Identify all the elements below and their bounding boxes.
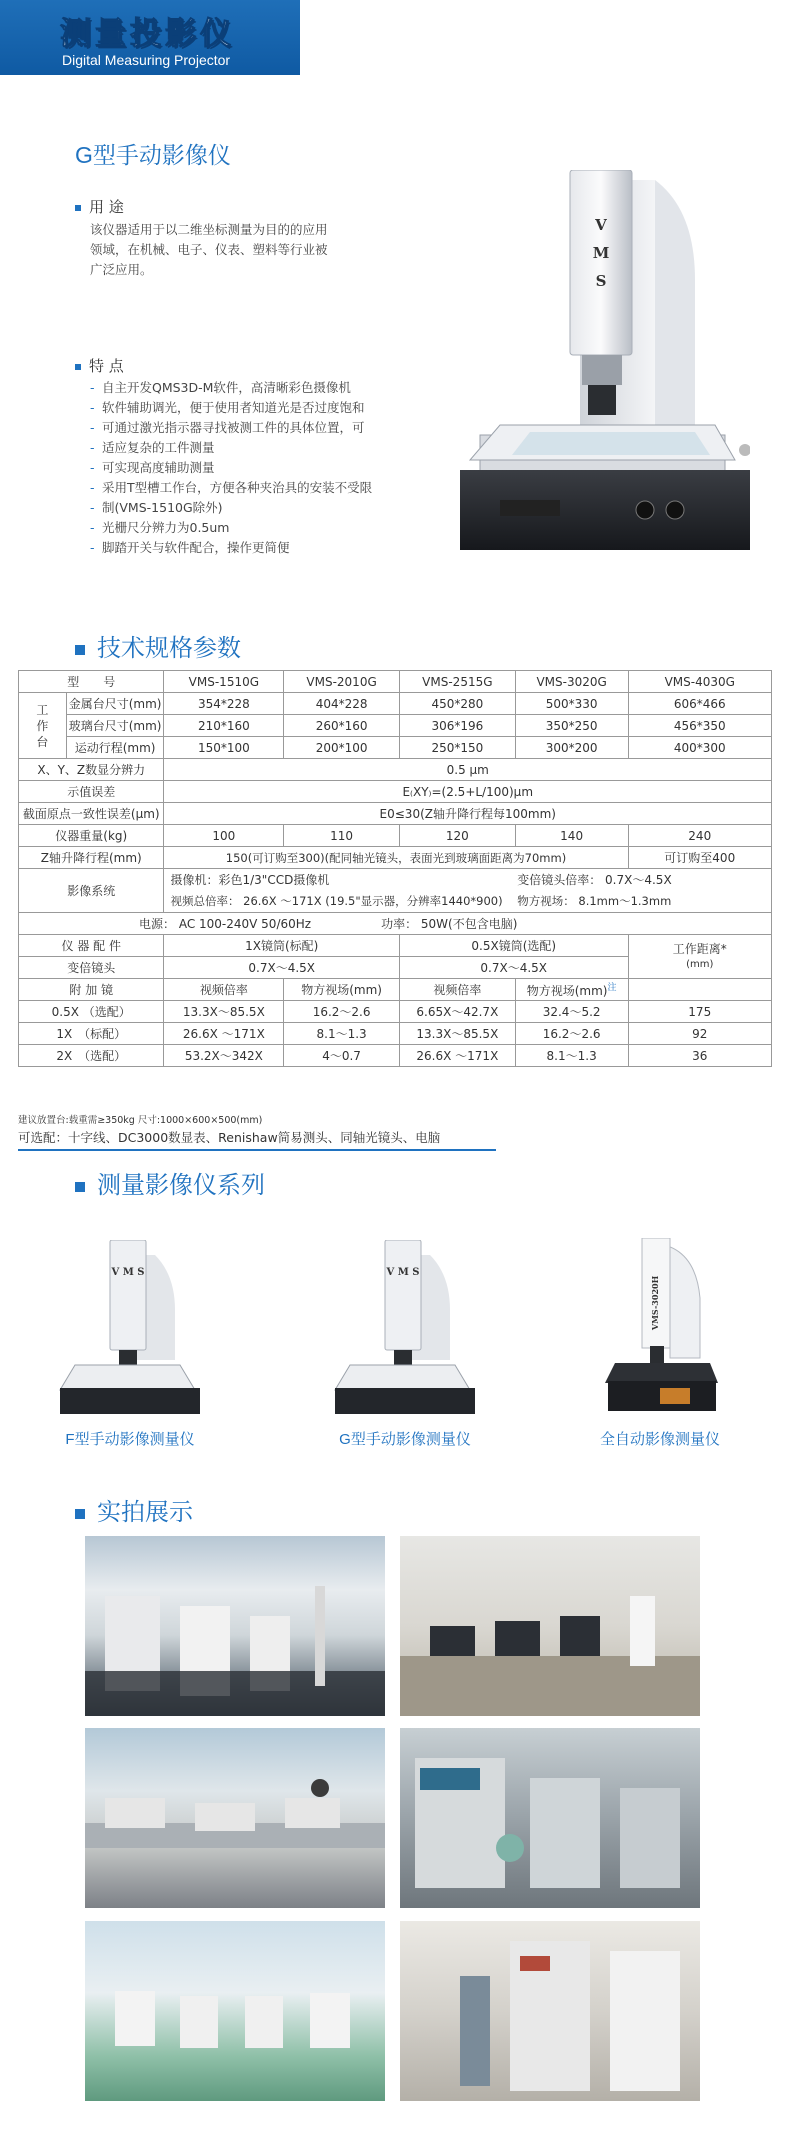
- table-cell: 354*228: [164, 693, 284, 715]
- table-cell: 53.2X～342X: [164, 1045, 284, 1067]
- table-cell: 0.7X～4.5X: [399, 957, 628, 979]
- svg-text:V: V: [595, 216, 607, 234]
- table-cell: 视频倍率: [164, 979, 284, 1001]
- table-cell: E0≤30(Z轴升降行程每100mm): [164, 803, 772, 825]
- table-cell: 8.1～1.3: [515, 1045, 628, 1067]
- model-cell: VMS-2010G: [284, 671, 400, 693]
- svg-text:S: S: [595, 272, 607, 290]
- bullet-square-icon: [75, 645, 85, 655]
- model-cell: VMS-1510G: [164, 671, 284, 693]
- table-cell: 32.4～5.2: [515, 1001, 628, 1023]
- table-cell: 6.65X～42.7X: [399, 1001, 515, 1023]
- table-cell: 0.5X镜筒(选配): [399, 935, 628, 957]
- table-cell: 0.5 μm: [164, 759, 772, 781]
- row-label: 1X （标配）: [19, 1023, 164, 1045]
- feature-item: - 光栅尺分辨力为0.5um: [90, 518, 430, 538]
- series-image-auto: [600, 1238, 720, 1415]
- table-cell: 400*300: [628, 737, 771, 759]
- model-cell: VMS-3020G: [515, 671, 628, 693]
- table-cell: E₍XY₎=(2.5+L/100)μm: [164, 781, 772, 803]
- optional-accessories: 可选配：十字线、DC3000数显表、Renishaw简易测头、同轴光镜头、电脑: [18, 1130, 441, 1145]
- power-cell: 电源： AC 100-240V 50/60Hz 功率： 50W(不包含电脑): [19, 913, 772, 935]
- row-label: X、Y、Z数显分辨力: [19, 759, 164, 781]
- table-cell: 150*100: [164, 737, 284, 759]
- row-label: Z轴升降行程(mm): [19, 847, 164, 869]
- table-cell: 350*250: [515, 715, 628, 737]
- table-cell: 175: [628, 1001, 771, 1023]
- model-cell: VMS-2515G: [399, 671, 515, 693]
- bullet-square-icon: [75, 205, 81, 211]
- table-cell: 26.6X ～171X: [164, 1023, 284, 1045]
- divider: [18, 1149, 496, 1151]
- table-cell: 视频总倍率： 26.6X ～171X (19.5"显示器，分辨率1440*900): [164, 891, 515, 913]
- row-label: 运动行程(mm): [66, 737, 164, 759]
- row-label: 仪 器 配 件: [19, 935, 164, 957]
- table-footnote: 建议放置台:载重需≥350kg 尺寸:1000×600×500(mm): [18, 1115, 263, 1126]
- table-cell: 450*280: [399, 693, 515, 715]
- features-heading: 特 点: [75, 355, 124, 376]
- row-label: 示值误差: [19, 781, 164, 803]
- product-title: G型手动影像仪: [75, 142, 231, 168]
- banner-title-cn: 测量投影仪: [60, 16, 235, 52]
- table-cell: 摄像机：彩色1/3"CCD摄像机: [164, 869, 515, 891]
- photo-factory-6: [400, 1921, 700, 2101]
- table-cell: 16.2～2.6: [515, 1023, 628, 1045]
- usage-text: 该仪器适用于以二维坐标测量为目的的应用 领域，在机械、电子、仪表、塑料等行业被 广泛应用。: [90, 222, 328, 277]
- table-cell: 250*150: [399, 737, 515, 759]
- table-row: [19, 913, 772, 935]
- table-row: [19, 803, 772, 825]
- feature-item: - 采用T型槽工作台，方便各种夹治具的安装不受限: [90, 478, 430, 498]
- table-row: [19, 759, 772, 781]
- table-row: [19, 671, 772, 693]
- series-caption: 全自动影像测量仪: [599, 1431, 720, 1448]
- table-row: [19, 737, 772, 759]
- row-label: 玻璃台尺寸(mm): [66, 715, 164, 737]
- table-cell: 视频倍率: [399, 979, 515, 1001]
- svg-text:M: M: [592, 244, 610, 262]
- model-cell: VMS-4030G: [628, 671, 771, 693]
- table-cell: 500*330: [515, 693, 628, 715]
- row-label: 2X （选配）: [19, 1045, 164, 1067]
- svg-text:V M S: V M S: [386, 1267, 420, 1278]
- table-cell: 306*196: [399, 715, 515, 737]
- table-cell: 120: [399, 825, 515, 847]
- row-label: 仪器重量(kg): [19, 825, 164, 847]
- feature-item: - 适应复杂的工件测量: [90, 438, 430, 458]
- table-cell: 1X镜筒(标配): [164, 935, 399, 957]
- table-row: [19, 781, 772, 803]
- table-cell: 物方视场(mm)$^注$: [515, 979, 628, 1001]
- table-cell: 200*100: [284, 737, 400, 759]
- table-cell: 物方视场： 8.1mm～1.3mm: [515, 891, 771, 913]
- feature-item: - 可通过激光指示器寻找被测工件的具体位置，可: [90, 418, 430, 438]
- table-cell: 240: [628, 825, 771, 847]
- model-label: 型 号: [19, 671, 164, 693]
- worktable-label: 工作台: [19, 693, 67, 759]
- svg-text:VMS-3020H: VMS-3020H: [650, 1275, 660, 1331]
- table-cell: 13.3X～85.5X: [399, 1023, 515, 1045]
- table-cell: 300*200: [515, 737, 628, 759]
- banner-title-en: Digital Measuring Projector: [62, 52, 231, 68]
- row-label: 影像系统: [19, 869, 164, 913]
- table-row: [19, 693, 772, 715]
- series-caption: G型手动影像测量仪: [339, 1431, 471, 1448]
- table-row: [19, 715, 772, 737]
- header-banner: [0, 0, 300, 75]
- table-cell: 140: [515, 825, 628, 847]
- features-list: [90, 378, 430, 558]
- table-cell: 变倍镜头倍率： 0.7X～4.5X: [515, 869, 771, 891]
- table-row: [19, 847, 772, 869]
- bullet-square-icon: [75, 1182, 85, 1192]
- table-row: [19, 1023, 772, 1045]
- spec-table: [18, 670, 772, 1067]
- table-cell: 456*350: [628, 715, 771, 737]
- photo-factory-5: [85, 1921, 385, 2101]
- row-label: 变倍镜头: [19, 957, 164, 979]
- table-cell: 92: [628, 1023, 771, 1045]
- table-row: [19, 1045, 772, 1067]
- table-row: [19, 979, 772, 1001]
- table-cell: 150(可订购至300)(配同轴光镜头，表面光到玻璃面距离为70mm): [164, 847, 628, 869]
- bullet-square-icon: [75, 1509, 85, 1519]
- table-cell: 4～0.7: [284, 1045, 400, 1067]
- row-label: 金属台尺寸(mm): [66, 693, 164, 715]
- table-cell: 0.7X～4.5X: [164, 957, 399, 979]
- table-cell: 13.3X～85.5X: [164, 1001, 284, 1023]
- table-cell: 100: [164, 825, 284, 847]
- working-distance-header: 工作距离* (mm): [628, 935, 771, 979]
- photo-factory-3: [85, 1728, 385, 1908]
- table-cell: 606*466: [628, 693, 771, 715]
- feature-item: - 脚踏开关与软件配合，操作更简便: [90, 538, 430, 558]
- table-row: [19, 825, 772, 847]
- table-cell: 404*228: [284, 693, 400, 715]
- specs-heading: 技术规格参数: [75, 628, 241, 663]
- photo-factory-4: [400, 1728, 700, 1908]
- table-cell: 可订购至400: [628, 847, 771, 869]
- usage-heading: 用 途: [75, 196, 124, 217]
- table-cell: 26.6X ～171X: [399, 1045, 515, 1067]
- series-heading: 测量影像仪系列: [75, 1165, 265, 1200]
- row-label: 截面原点一致性误差(μm): [19, 803, 164, 825]
- bullet-square-icon: [75, 364, 81, 370]
- table-cell: 110: [284, 825, 400, 847]
- series-image-g: [330, 1240, 480, 1415]
- feature-item: - 可实现高度辅助测量: [90, 458, 430, 478]
- photos-heading: 实拍展示: [75, 1492, 193, 1527]
- feature-item: - 自主开发QMS3D-M软件，高清晰彩色摄像机: [90, 378, 430, 398]
- table-cell: 36: [628, 1045, 771, 1067]
- row-label: 附 加 镜: [19, 979, 164, 1001]
- series-image-f: [55, 1240, 205, 1415]
- table-cell: 16.2～2.6: [284, 1001, 400, 1023]
- table-row: [19, 1001, 772, 1023]
- photo-factory-2: [400, 1536, 700, 1716]
- feature-item: - 制(VMS-1510G除外): [90, 498, 430, 518]
- table-cell: 8.1～1.3: [284, 1023, 400, 1045]
- series-caption: F型手动影像测量仪: [65, 1431, 195, 1448]
- product-machine-image: [460, 170, 750, 570]
- table-cell: 210*160: [164, 715, 284, 737]
- table-row: [19, 935, 772, 957]
- table-cell: [628, 979, 771, 1001]
- row-label: 0.5X （选配）: [19, 1001, 164, 1023]
- table-cell: 物方视场(mm): [284, 979, 400, 1001]
- feature-item: - 软件辅助调光，便于使用者知道光是否过度饱和: [90, 398, 430, 418]
- svg-text:V M S: V M S: [111, 1267, 145, 1278]
- photo-factory-1: [85, 1536, 385, 1716]
- table-row: [19, 869, 772, 891]
- table-cell: 260*160: [284, 715, 400, 737]
